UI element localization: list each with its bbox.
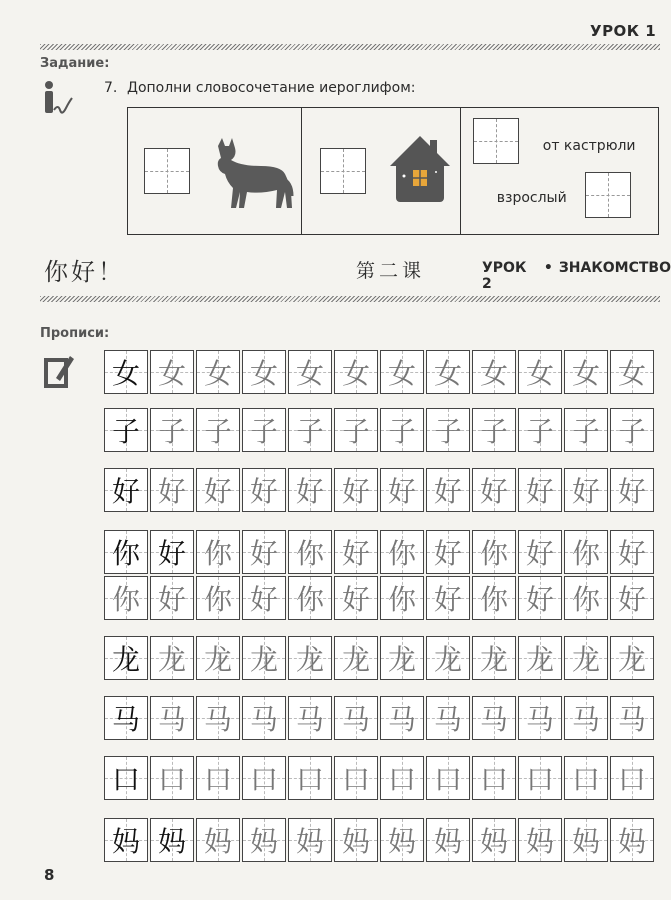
trace-character-cell[interactable] bbox=[472, 576, 516, 620]
model-character: 妈 bbox=[111, 825, 140, 858]
trace-character: 好 bbox=[387, 475, 416, 508]
task-section-label: Задание: bbox=[40, 56, 110, 71]
trace-character: 你 bbox=[203, 583, 232, 616]
trace-character-cell[interactable] bbox=[242, 530, 286, 574]
trace-character-cell[interactable] bbox=[150, 756, 194, 800]
trace-character: 女 bbox=[157, 357, 186, 390]
trace-character-cell[interactable] bbox=[288, 696, 332, 740]
trace-character: 龙 bbox=[433, 643, 462, 676]
trace-character: 好 bbox=[249, 583, 278, 616]
trace-character: 马 bbox=[617, 703, 646, 736]
trace-character-cell[interactable] bbox=[334, 818, 378, 862]
trace-character-cell[interactable] bbox=[242, 350, 286, 394]
task-cell-cat bbox=[128, 108, 302, 234]
trace-character: 子 bbox=[341, 415, 370, 448]
trace-character-cell[interactable] bbox=[242, 696, 286, 740]
trace-character-cell[interactable] bbox=[104, 576, 148, 620]
trace-character-cell[interactable] bbox=[288, 468, 332, 512]
trace-character-cell[interactable] bbox=[150, 408, 194, 452]
trace-character-cell[interactable] bbox=[380, 576, 424, 620]
trace-character-cell[interactable] bbox=[472, 756, 516, 800]
lesson-2-title bbox=[482, 260, 671, 292]
trace-character: 马 bbox=[387, 703, 416, 736]
trace-character-cell[interactable] bbox=[196, 756, 240, 800]
model-character: 你 bbox=[111, 537, 140, 570]
trace-character: 马 bbox=[525, 703, 554, 736]
trace-character: 好 bbox=[249, 537, 278, 570]
trace-character: 龙 bbox=[617, 643, 646, 676]
trace-character-cell[interactable] bbox=[334, 756, 378, 800]
trace-character-cell[interactable] bbox=[426, 636, 470, 680]
trace-character: 好 bbox=[617, 475, 646, 508]
trace-character-cell[interactable] bbox=[242, 408, 286, 452]
trace-character-cell[interactable] bbox=[380, 818, 424, 862]
trace-character-cell[interactable] bbox=[288, 576, 332, 620]
trace-character-cell[interactable] bbox=[196, 696, 240, 740]
trace-character-cell[interactable] bbox=[564, 350, 608, 394]
trace-character: 你 bbox=[111, 583, 140, 616]
trace-character: 女 bbox=[249, 357, 278, 390]
trace-character-cell[interactable] bbox=[242, 576, 286, 620]
copybook-row bbox=[104, 350, 656, 394]
trace-character: 女 bbox=[341, 357, 370, 390]
copybook-row bbox=[104, 408, 656, 452]
trace-character-cell[interactable] bbox=[610, 468, 654, 512]
phrase-from-saucepan: от кастрюли bbox=[542, 138, 636, 154]
trace-character-cell[interactable] bbox=[564, 756, 608, 800]
trace-character-cell[interactable] bbox=[334, 696, 378, 740]
trace-character-cell[interactable] bbox=[380, 530, 424, 574]
task-number: 7. bbox=[104, 80, 118, 96]
trace-character-cell[interactable] bbox=[564, 576, 608, 620]
trace-character-cell[interactable] bbox=[196, 408, 240, 452]
answer-box-3[interactable] bbox=[473, 118, 519, 164]
trace-character: 口 bbox=[433, 763, 462, 796]
model-character: 妈 bbox=[157, 825, 186, 858]
lesson-2-topic: ЗНАКОМСТВО bbox=[558, 260, 671, 276]
trace-character: 好 bbox=[525, 537, 554, 570]
trace-character-cell[interactable] bbox=[380, 696, 424, 740]
task-exercise-box bbox=[127, 107, 659, 235]
trace-character-cell[interactable] bbox=[426, 756, 470, 800]
model-character: 龙 bbox=[111, 643, 140, 676]
model-character-cell[interactable] bbox=[150, 530, 194, 574]
trace-character: 龙 bbox=[479, 643, 508, 676]
trace-character-cell[interactable] bbox=[150, 636, 194, 680]
trace-character-cell[interactable] bbox=[564, 818, 608, 862]
model-character: 口 bbox=[111, 763, 140, 796]
trace-character: 妈 bbox=[203, 825, 232, 858]
trace-character: 好 bbox=[617, 537, 646, 570]
trace-character: 妈 bbox=[249, 825, 278, 858]
trace-character-cell[interactable] bbox=[564, 468, 608, 512]
header-divider bbox=[40, 44, 660, 50]
trace-character-cell[interactable] bbox=[472, 408, 516, 452]
trace-character: 好 bbox=[617, 583, 646, 616]
trace-character: 口 bbox=[617, 763, 646, 796]
trace-character-cell[interactable] bbox=[196, 818, 240, 862]
trace-character: 妈 bbox=[571, 825, 600, 858]
trace-character: 妈 bbox=[525, 825, 554, 858]
lesson-2-chinese-title: 第二课 bbox=[356, 260, 426, 282]
trace-character: 你 bbox=[479, 583, 508, 616]
trace-character: 马 bbox=[157, 703, 186, 736]
notebook-pencil-icon bbox=[42, 352, 76, 394]
trace-character: 好 bbox=[525, 475, 554, 508]
trace-character-cell[interactable] bbox=[426, 530, 470, 574]
trace-character-cell[interactable] bbox=[196, 530, 240, 574]
trace-character-cell[interactable] bbox=[334, 350, 378, 394]
lesson-1-header: УРОК 1 bbox=[590, 22, 657, 40]
trace-character: 好 bbox=[341, 583, 370, 616]
trace-character-cell[interactable] bbox=[242, 636, 286, 680]
trace-character: 龙 bbox=[387, 643, 416, 676]
trace-character-cell[interactable] bbox=[472, 818, 516, 862]
trace-character: 好 bbox=[479, 475, 508, 508]
trace-character: 女 bbox=[433, 357, 462, 390]
trace-character: 子 bbox=[479, 415, 508, 448]
trace-character-cell[interactable] bbox=[196, 468, 240, 512]
trace-character-cell[interactable] bbox=[610, 636, 654, 680]
model-character: 好 bbox=[157, 537, 186, 570]
greeting-chinese: 你好！ bbox=[44, 258, 125, 286]
trace-character-cell[interactable] bbox=[472, 696, 516, 740]
trace-character: 女 bbox=[571, 357, 600, 390]
trace-character: 子 bbox=[295, 415, 324, 448]
trace-character-cell[interactable] bbox=[288, 408, 332, 452]
trace-character: 口 bbox=[249, 763, 278, 796]
trace-character: 口 bbox=[525, 763, 554, 796]
trace-character-cell[interactable] bbox=[518, 636, 562, 680]
answer-box-1[interactable] bbox=[144, 148, 190, 194]
trace-character: 马 bbox=[571, 703, 600, 736]
trace-character-cell[interactable] bbox=[610, 818, 654, 862]
trace-character: 龙 bbox=[341, 643, 370, 676]
trace-character-cell[interactable] bbox=[518, 576, 562, 620]
trace-character-cell[interactable] bbox=[472, 530, 516, 574]
trace-character: 女 bbox=[295, 357, 324, 390]
trace-character: 好 bbox=[203, 475, 232, 508]
page-number: 8 bbox=[44, 866, 55, 884]
trace-character: 好 bbox=[295, 475, 324, 508]
trace-character: 子 bbox=[525, 415, 554, 448]
trace-character-cell[interactable] bbox=[518, 468, 562, 512]
trace-character-cell[interactable] bbox=[426, 408, 470, 452]
trace-character: 子 bbox=[249, 415, 278, 448]
trace-character: 子 bbox=[157, 415, 186, 448]
trace-character-cell[interactable] bbox=[610, 530, 654, 574]
trace-character-cell[interactable] bbox=[242, 818, 286, 862]
copybook-row bbox=[104, 530, 656, 574]
trace-character-cell[interactable] bbox=[150, 350, 194, 394]
trace-character-cell[interactable] bbox=[518, 696, 562, 740]
trace-character-cell[interactable] bbox=[610, 696, 654, 740]
trace-character-cell[interactable] bbox=[426, 818, 470, 862]
trace-character: 好 bbox=[433, 583, 462, 616]
copybook-section-label: Прописи: bbox=[40, 326, 110, 341]
trace-character: 你 bbox=[387, 583, 416, 616]
trace-character-cell[interactable] bbox=[242, 468, 286, 512]
copybook-row bbox=[104, 468, 656, 512]
trace-character: 子 bbox=[433, 415, 462, 448]
trace-character-cell[interactable] bbox=[196, 576, 240, 620]
trace-character-cell[interactable] bbox=[150, 696, 194, 740]
trace-character: 马 bbox=[249, 703, 278, 736]
trace-character-cell[interactable] bbox=[472, 636, 516, 680]
trace-character: 好 bbox=[341, 475, 370, 508]
trace-character: 口 bbox=[571, 763, 600, 796]
trace-character: 口 bbox=[387, 763, 416, 796]
title-bullet: • bbox=[543, 260, 553, 276]
trace-character: 口 bbox=[157, 763, 186, 796]
answer-box-2[interactable] bbox=[320, 148, 366, 194]
trace-character: 好 bbox=[525, 583, 554, 616]
model-character-cell[interactable] bbox=[150, 818, 194, 862]
trace-character-cell[interactable] bbox=[518, 530, 562, 574]
trace-character: 妈 bbox=[295, 825, 324, 858]
trace-character: 口 bbox=[295, 763, 324, 796]
trace-character-cell[interactable] bbox=[150, 576, 194, 620]
trace-character-cell[interactable] bbox=[564, 696, 608, 740]
trace-character-cell[interactable] bbox=[518, 350, 562, 394]
trace-character: 马 bbox=[479, 703, 508, 736]
trace-character-cell[interactable] bbox=[334, 530, 378, 574]
trace-character-cell[interactable] bbox=[380, 408, 424, 452]
trace-character-cell[interactable] bbox=[564, 636, 608, 680]
copybook-row bbox=[104, 818, 656, 862]
copybook-row bbox=[104, 696, 656, 740]
trace-character: 龙 bbox=[571, 643, 600, 676]
trace-character: 女 bbox=[387, 357, 416, 390]
task-instruction: Дополни словосочетание иероглифом: bbox=[127, 80, 416, 96]
trace-character: 女 bbox=[203, 357, 232, 390]
trace-character-cell[interactable] bbox=[518, 818, 562, 862]
trace-character-cell[interactable] bbox=[196, 636, 240, 680]
trace-character-cell[interactable] bbox=[426, 468, 470, 512]
model-character-cell[interactable] bbox=[104, 756, 148, 800]
trace-character-cell[interactable] bbox=[150, 468, 194, 512]
model-character: 好 bbox=[111, 475, 140, 508]
model-character-cell[interactable] bbox=[104, 350, 148, 394]
model-character-cell[interactable] bbox=[104, 408, 148, 452]
trace-character-cell[interactable] bbox=[610, 350, 654, 394]
task-cell-phrases bbox=[461, 108, 658, 234]
trace-character: 女 bbox=[525, 357, 554, 390]
trace-character-cell[interactable] bbox=[288, 756, 332, 800]
copybook-row bbox=[104, 576, 656, 620]
trace-character: 你 bbox=[295, 583, 324, 616]
trace-character: 你 bbox=[571, 583, 600, 616]
trace-character: 妈 bbox=[341, 825, 370, 858]
trace-character: 子 bbox=[387, 415, 416, 448]
model-character-cell[interactable] bbox=[104, 468, 148, 512]
task-cell-house bbox=[302, 108, 460, 234]
lesson-2-label: УРОК 2 bbox=[482, 260, 527, 292]
trace-character-cell[interactable] bbox=[288, 818, 332, 862]
trace-character-cell[interactable] bbox=[564, 530, 608, 574]
trace-character: 妈 bbox=[387, 825, 416, 858]
house-icon bbox=[390, 132, 450, 204]
trace-character-cell[interactable] bbox=[610, 576, 654, 620]
trace-character: 好 bbox=[571, 475, 600, 508]
trace-character-cell[interactable] bbox=[196, 350, 240, 394]
trace-character: 子 bbox=[571, 415, 600, 448]
trace-character-cell[interactable] bbox=[380, 350, 424, 394]
model-character-cell[interactable] bbox=[104, 818, 148, 862]
trace-character-cell[interactable] bbox=[472, 350, 516, 394]
trace-character: 你 bbox=[203, 537, 232, 570]
trace-character: 好 bbox=[249, 475, 278, 508]
trace-character: 好 bbox=[341, 537, 370, 570]
model-character: 女 bbox=[111, 357, 140, 390]
trace-character: 马 bbox=[295, 703, 324, 736]
trace-character: 口 bbox=[203, 763, 232, 796]
trace-character-cell[interactable] bbox=[426, 350, 470, 394]
trace-character: 妈 bbox=[433, 825, 462, 858]
trace-character: 子 bbox=[617, 415, 646, 448]
cat-icon bbox=[212, 134, 296, 214]
model-character-cell[interactable] bbox=[104, 696, 148, 740]
model-character-cell[interactable] bbox=[104, 636, 148, 680]
trace-character: 口 bbox=[341, 763, 370, 796]
trace-character-cell[interactable] bbox=[334, 636, 378, 680]
copybook-row bbox=[104, 756, 656, 800]
trace-character-cell[interactable] bbox=[288, 530, 332, 574]
trace-character-cell[interactable] bbox=[380, 636, 424, 680]
phrase-adult: взрослый bbox=[496, 190, 567, 206]
trace-character-cell[interactable] bbox=[426, 576, 470, 620]
trace-character: 女 bbox=[479, 357, 508, 390]
trace-character-cell[interactable] bbox=[472, 468, 516, 512]
trace-character: 马 bbox=[203, 703, 232, 736]
model-character-cell[interactable] bbox=[104, 530, 148, 574]
trace-character-cell[interactable] bbox=[380, 756, 424, 800]
trace-character: 你 bbox=[295, 537, 324, 570]
trace-character: 你 bbox=[387, 537, 416, 570]
trace-character-cell[interactable] bbox=[334, 408, 378, 452]
trace-character: 好 bbox=[433, 537, 462, 570]
trace-character: 口 bbox=[479, 763, 508, 796]
trace-character-cell[interactable] bbox=[518, 408, 562, 452]
trace-character: 龙 bbox=[157, 643, 186, 676]
trace-character-cell[interactable] bbox=[610, 756, 654, 800]
trace-character: 好 bbox=[157, 475, 186, 508]
lesson-2-divider bbox=[40, 296, 660, 302]
trace-character-cell[interactable] bbox=[334, 576, 378, 620]
trace-character-cell[interactable] bbox=[610, 408, 654, 452]
trace-character-cell[interactable] bbox=[426, 696, 470, 740]
trace-character: 好 bbox=[157, 583, 186, 616]
trace-character: 马 bbox=[341, 703, 370, 736]
trace-character: 龙 bbox=[295, 643, 324, 676]
trace-character: 好 bbox=[433, 475, 462, 508]
trace-character-cell[interactable] bbox=[288, 636, 332, 680]
model-character: 子 bbox=[111, 415, 140, 448]
trace-character-cell[interactable] bbox=[288, 350, 332, 394]
model-character: 马 bbox=[111, 703, 140, 736]
pen-task-icon bbox=[42, 80, 82, 124]
trace-character-cell[interactable] bbox=[242, 756, 286, 800]
trace-character: 子 bbox=[203, 415, 232, 448]
trace-character: 你 bbox=[479, 537, 508, 570]
answer-box-4[interactable] bbox=[585, 172, 631, 218]
trace-character: 马 bbox=[433, 703, 462, 736]
trace-character: 妈 bbox=[479, 825, 508, 858]
trace-character-cell[interactable] bbox=[564, 408, 608, 452]
trace-character-cell[interactable] bbox=[380, 468, 424, 512]
trace-character-cell[interactable] bbox=[518, 756, 562, 800]
trace-character: 妈 bbox=[617, 825, 646, 858]
trace-character: 龙 bbox=[203, 643, 232, 676]
trace-character: 你 bbox=[571, 537, 600, 570]
trace-character-cell[interactable] bbox=[334, 468, 378, 512]
copybook-row bbox=[104, 636, 656, 680]
trace-character: 龙 bbox=[525, 643, 554, 676]
trace-character: 女 bbox=[617, 357, 646, 390]
trace-character: 龙 bbox=[249, 643, 278, 676]
